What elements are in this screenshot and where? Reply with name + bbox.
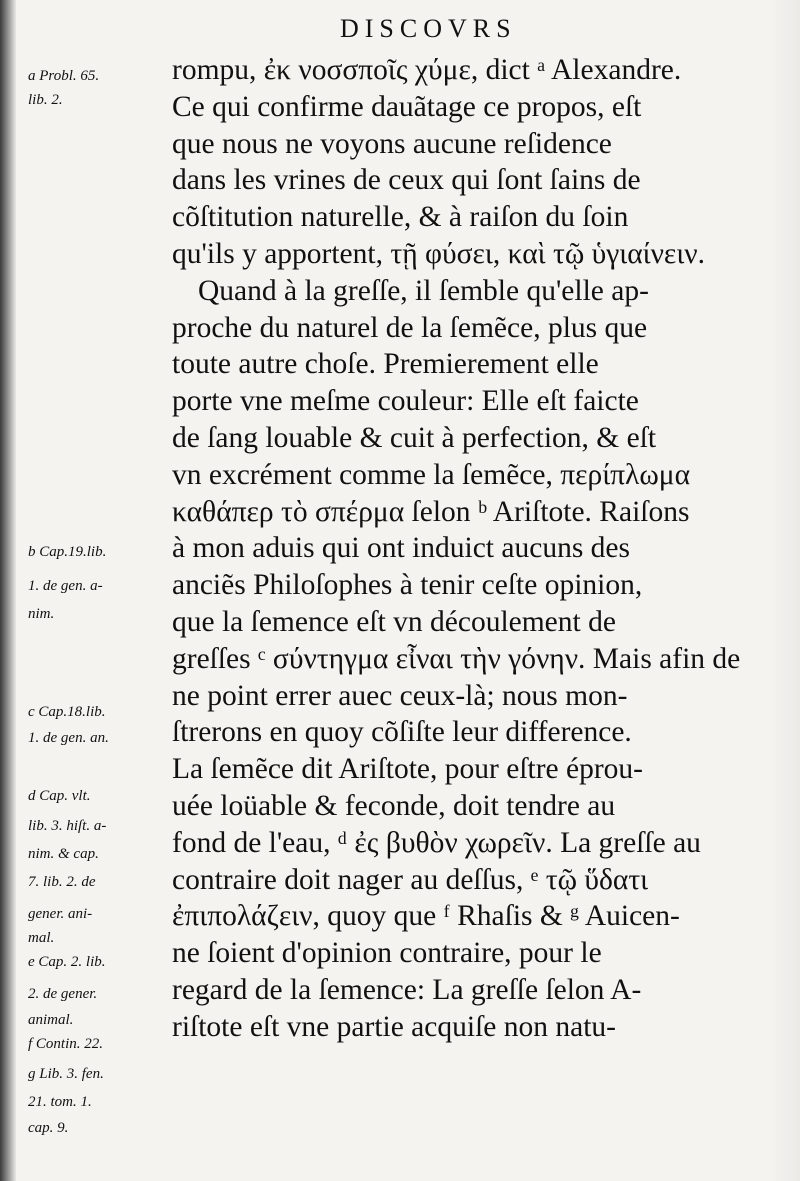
text-line: qu'ils y apportent, τῇ φύσει, καὶ τῷ ὑγιαίνειν. [172, 237, 705, 270]
margin-note: a Probl. 65. [28, 68, 100, 84]
margin-note: mal. [28, 930, 55, 946]
text-line: fond de l'eau, ᵈ ἐς βυθὸν χωρεῖν. La greſſe au [172, 826, 701, 859]
text-line: uée loüable & feconde, doit tendre au [172, 789, 616, 822]
text-line: ἐπιπολάζειν, quoy que ᶠ Rhaſis & ᵍ Auicen- [172, 900, 680, 933]
margin-note: 21. tom. 1. [28, 1094, 92, 1110]
text-line: regard de la ſemence: La greſſe ſelon A- [172, 973, 642, 1006]
margin-note: 1. de gen. a- [28, 578, 103, 594]
margin-note: gener. ani- [28, 906, 93, 922]
text-line: à mon aduis qui ont induict aucuns des [172, 532, 630, 565]
text-line: Quand à la greſſe, il ſemble qu'elle ap- [198, 274, 649, 307]
margin-note: f Contin. 22. [28, 1036, 104, 1052]
margin-note: cap. 9. [28, 1120, 69, 1136]
margin-note: c Cap.18.lib. [28, 704, 106, 720]
text-line: ne point errer auec ceux-là; nous mon- [172, 679, 628, 712]
text-line: toute autre choſe. Premierement elle [172, 348, 599, 381]
text-line: que la ſemence eſt vn découlement de [172, 605, 616, 638]
text-line: contraire doit nager au deſſus, ᵉ τῷ ὕδατι [172, 863, 649, 896]
text-line: proche du naturel de la ſemẽce, plus que [172, 311, 648, 344]
margin-note: lib. 3. hiſt. a- [28, 818, 107, 834]
text-line: rompu, ἐκ νοσσποῖς χύμε, dict ᵃ Alexandre. [172, 54, 682, 86]
margin-note: nim. [28, 606, 55, 622]
margin-note: lib. 2. [28, 92, 63, 108]
text-line: de ſang louable & cuit à perfection, & eſt [172, 421, 657, 454]
text-line: ne ſoient d'opinion contraire, pour le [172, 937, 602, 970]
margin-note: animal. [28, 1012, 74, 1028]
running-header: DISCOVRS [340, 14, 517, 43]
text-line: riſtote eſt vne partie acquiſe non natu- [172, 1010, 616, 1043]
text-line: La ſemẽce dit Ariſtote, pour eſtre éprou- [172, 753, 643, 786]
body-text [172, 52, 772, 1046]
text-line: Ce qui confirme dauãtage ce propos, eſt [172, 90, 642, 123]
margin-note: e Cap. 2. lib. [28, 954, 106, 970]
text-line: dans les vrines de ceux qui ſont ſains de [172, 164, 641, 197]
margin-note: g Lib. 3. fen. [28, 1066, 104, 1082]
page-edge [770, 0, 800, 1181]
text-line: anciẽs Philoſophes à tenir ceſte opinion, [172, 569, 643, 602]
text-line: ſtrerons en quoy cõſiſte leur difference. [172, 716, 632, 749]
margin-note: 1. de gen. an. [28, 730, 109, 746]
margin-note: 2. de gener. [28, 986, 98, 1002]
text-line: vn excrément comme la ſemẽce, περίπλωμα [172, 458, 691, 491]
margin-note: d Cap. vlt. [28, 788, 91, 804]
text-line: porte vne meſme couleur: Elle eſt faicte [172, 385, 639, 418]
margin-note: nim. & cap. [28, 846, 99, 862]
margin-note: 7. lib. 2. de [28, 874, 96, 890]
text-line: greſſes ᶜ σύντηγμα εἶναι τὴν γόνην. Mais afin de [172, 642, 741, 675]
text-line: καθάπερ τὸ σπέρμα ſelon ᵇ Ariſtote. Raiſons [172, 495, 690, 528]
text-line: cõſtitution naturelle, & à raiſon du ſoin [172, 201, 629, 234]
margin-note: b Cap.19.lib. [28, 544, 107, 560]
binding-shadow [0, 0, 16, 1181]
text-line: que nous ne voyons aucune reſidence [172, 127, 612, 160]
